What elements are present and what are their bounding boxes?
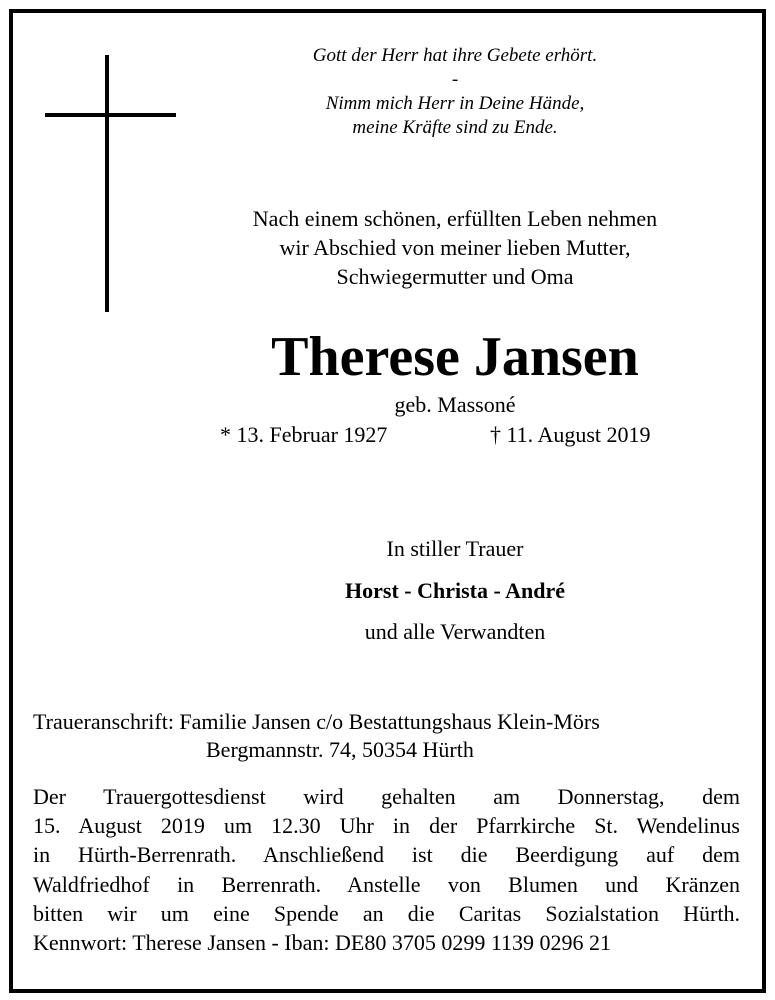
verse-separator: - [451, 69, 459, 90]
intro-line-2: wir Abschied von meiner lieben Mutter, [279, 235, 631, 260]
birth-date: * 13. Februar 1927 [220, 422, 388, 447]
service-line-3: in Hürth-Berrenrath. Anschließend ist die Beerdigung auf dem [33, 842, 740, 868]
cross-vertical-bar [105, 55, 109, 312]
mourning-heading: In stiller Trauer [386, 536, 524, 561]
service-line-2: 15. August 2019 um 12.30 Uhr in der Pfarrkirche St. Wendelinus [33, 813, 740, 839]
service-line-6: Kennwort: Therese Jansen - Iban: DE80 3705 0299 1139 0296 21 [33, 930, 612, 956]
cross-horizontal-bar [45, 113, 176, 117]
intro-line-3: Schwiegermutter und Oma [336, 264, 574, 289]
deceased-name: Therese Jansen [271, 326, 639, 388]
intro-line-1: Nach einem schönen, erfüllten Leben nehmen [252, 206, 658, 231]
address-line-2: Bergmannstr. 74, 50354 Hürth [206, 737, 474, 762]
verse-line-2: Nimm mich Herr in Deine Hände, [325, 93, 585, 114]
address-line-1: Traueranschrift: Familie Jansen c/o Bestattungshaus Klein-Mörs [33, 709, 600, 734]
death-date: † 11. August 2019 [490, 422, 651, 447]
service-line-4: Waldfriedhof in Berrenrath. Anstelle von Blumen und Kränzen [33, 871, 740, 897]
relatives-text: und alle Verwandten [364, 619, 546, 644]
intro-text [160, 204, 750, 291]
verse-line-3: meine Kräfte sind zu Ende. [352, 117, 558, 138]
service-details [33, 782, 740, 957]
mourning-address [33, 708, 600, 764]
family-names: Horst - Christa - André [345, 578, 565, 603]
maiden-name: geb. Massoné [394, 392, 516, 417]
service-line-5: bitten wir um eine Spende an die Caritas Sozialstation Hürth. [33, 900, 740, 926]
bible-verse [220, 44, 690, 140]
service-line-1: Der Trauergottesdienst wird gehalten am Donnerstag, dem [33, 784, 740, 809]
verse-line-1: Gott der Herr hat ihre Gebete erhört. [312, 45, 598, 66]
